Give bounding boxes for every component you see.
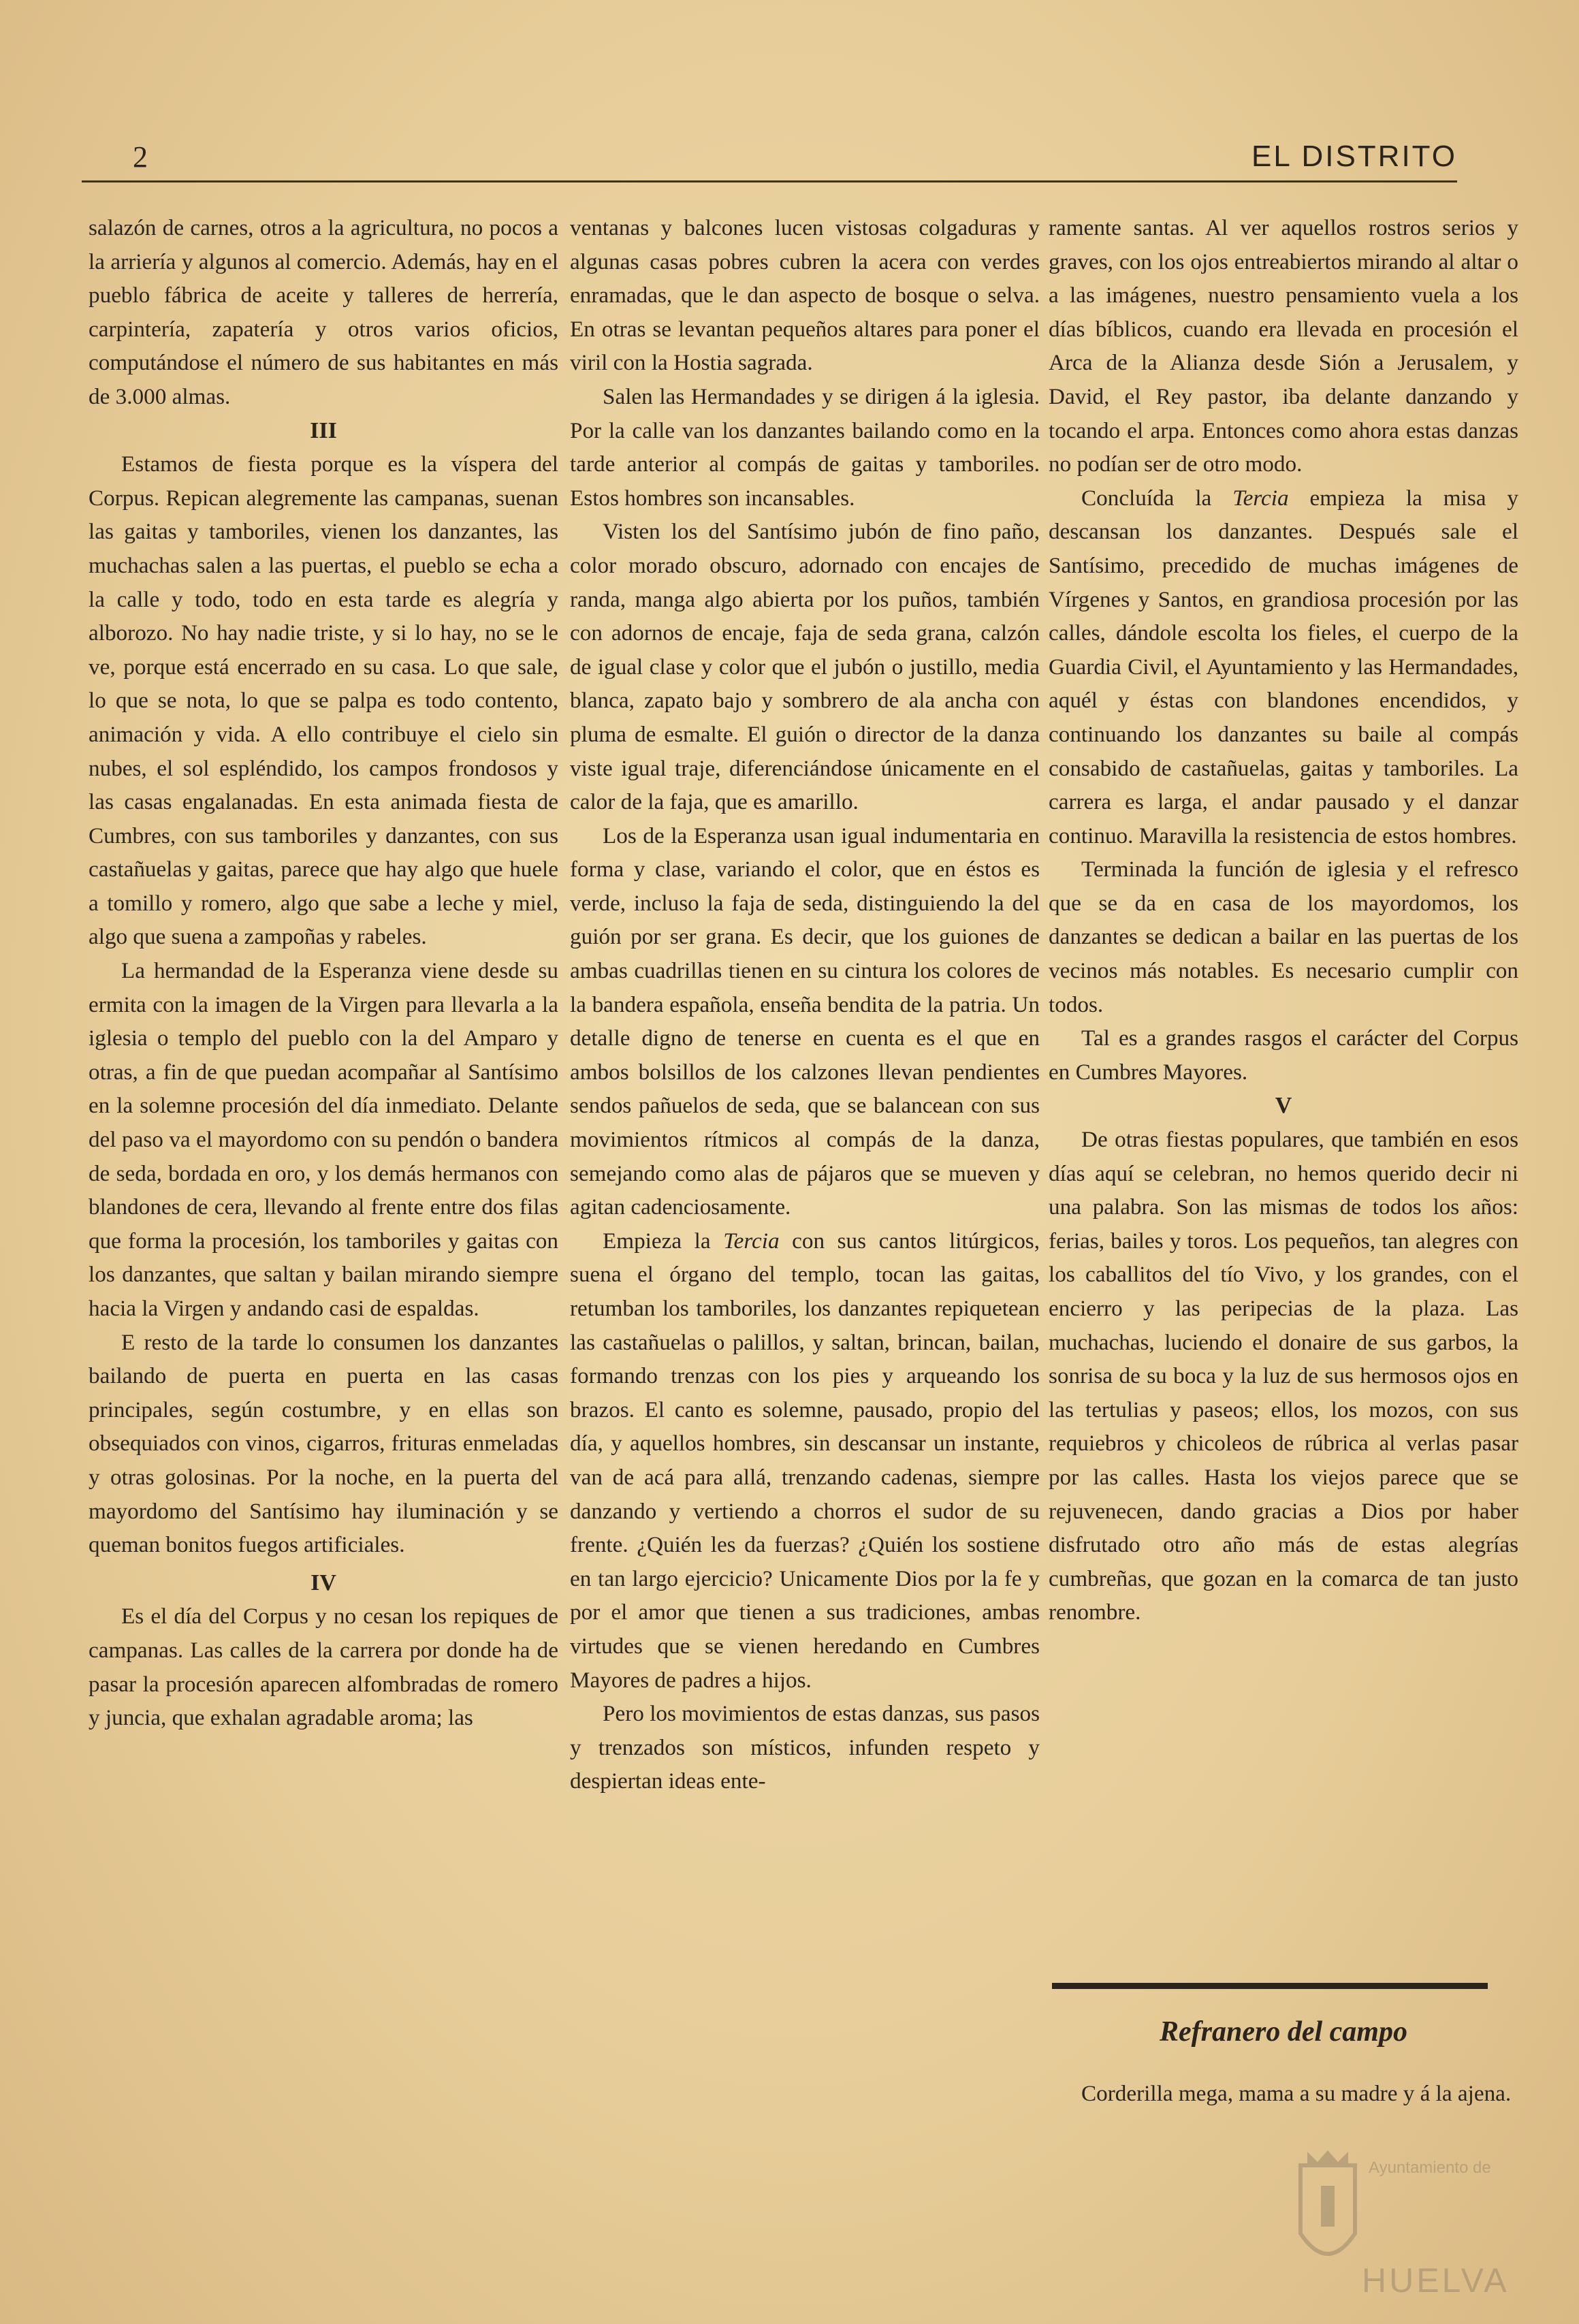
paragraph: Salen las Hermandades y se dirigen á la iglesia. Por la calle van los danzantes bailando como en la tarde anterior al compás de gaitas y tamboriles. Estos hombres son incansables. — [570, 383, 1040, 511]
paragraph: Tal es a grandes rasgos el carácter del Corpus en Cumbres Mayores. — [1049, 1025, 1518, 1085]
page-number: 2 — [133, 140, 148, 174]
column-2 — [570, 211, 1040, 1798]
paragraph: Corderilla mega, mama a su madre y á la ajena. — [1081, 2081, 1512, 2106]
paragraph: La hermandad de la Esperanza viene desde su ermita con la imagen de la Virgen para llevarla a la iglesia o templo del pueblo con la del Amparo y otras, a fin de que puedan acompañar al Santísimo en la solemne procesión del día inmediato. Delante del paso va el mayordomo con su pendón o bandera de seda, bordada en oro, y los demás hermanos con blandones de cera, llevando al frente entre dos filas que forma la procesión, los tamboriles y gaitas con los danzantes, que saltan y bailan mirando siempre hacia la Virgen y andando casi de espaldas. — [89, 958, 558, 1321]
paragraph — [570, 1224, 1040, 1697]
paragraph: salazón de carnes, otros a la agricultura, no pocos a la arriería y algunos al comercio. Además, hay en el pueblo fábrica de aceite y talleres de herrería, carpintería, zapatería y otros varios oficios, computándose el número de sus habitantes en más de 3.000 almas. — [89, 215, 558, 409]
coat-of-arms-icon — [1294, 2145, 1362, 2281]
section-heading-iv: IV — [310, 1570, 336, 1595]
section-heading-v: V — [1275, 1093, 1292, 1119]
text-run: Concluída la — [1081, 485, 1233, 511]
column-3 — [1049, 211, 1518, 1629]
paragraph: Pero los movimientos de estas danzas, sus pasos y trenzados son místicos, infunden respeto y despiertan ideas ente- — [570, 1701, 1040, 1794]
paragraph: E resto de la tarde lo consumen los danzantes bailando de puerta en puerta en las casas principales, según costumbre, y en ellas son obsequiados con vinos, cigarros, frituras enmeladas y otras golosinas. Por la noche, en la puerta del mayordomo del Santísimo hay iluminación y se queman bonitos fuegos artificiales. — [89, 1329, 558, 1558]
paragraph: Estamos de fiesta porque es la víspera del Corpus. Repican alegremente las campanas, suenan las gaitas y tamboriles, vienen los danzantes, las muchachas salen a las puertas, el pueblo se echa a la calle y todo, todo en esta tarde es alegría y alborozo. No hay nadie triste, y si lo hay, no se le ve, porque está encerrado en su casa. Lo que sale, lo que se nota, lo que se palpa es todo contento, animación y vida. A ello contribuye el cielo sin nubes, el sol espléndido, los campos frondosos y las casas engalanadas. En esta animada fiesta de Cumbres, con sus tamboriles y danzantes, con sus castañuelas y gaitas, parece que hay algo que huele a tomillo y romero, algo que sabe a leche y miel, algo que suena a zampoñas y rabeles. — [89, 451, 558, 950]
paragraph: Es el día del Corpus y no cesan los repiques de campanas. Las calles de la carrera por donde ha de pasar la procesión aparecen alfombradas de romero y juncia, que exhalan agradable aroma; las — [89, 1604, 558, 1731]
paragraph: Visten los del Santísimo jubón de fino paño, color morado obscuro, adornado con encajes de randa, manga algo abierta por los puños, también con adornos de encaje, faja de seda grana, calzón de igual clase y color que el jubón o justillo, media blanca, zapato bajo y sombrero de ala ancha con pluma de esmalte. El guión o director de la danza viste igual traje, diferenciándose únicamente en el calor de la faja, que es amarillo. — [570, 519, 1040, 815]
section-divider — [1052, 1983, 1488, 1989]
paragraph: De otras fiestas populares, que también en esos días aquí se celebran, no hemos querido decir ni una palabra. Son las mismas de todos los años: ferias, bailes y toros. Los pequeños, tan alegres con los caballitos del tío Vivo, y los grandes, con el encierro y las peripecias de la plaza. Las muchachas, luciendo el donaire de sus garbos, la sonrisa de su boca y la luz de sus hermosos ojos en las tertulias y paseos; ellos, los mozos, con sus requiebros y chicoleos de rúbrica al verlas pasar por las calles. Hasta los viejos parece que se rejuvenecen, dando gracias a Dios por haber disfrutado otro año más de estas alegrías cumbreñas, que gozan en la comarca de tan justo renombre. — [1049, 1127, 1518, 1625]
text-run: Empieza la — [603, 1228, 724, 1254]
archive-watermark — [1294, 2145, 1539, 2302]
section-heading-iii: III — [310, 417, 337, 443]
page-header — [82, 140, 1457, 182]
text-run: empieza la misa y descansan los danzantes. Después sale el Santísimo, precedido de muchas imágenes de Vírgenes y Santos, en grandiosa procesión por las calles, dándole escolta los fieles, el cuerpo de la Guardia Civil, el Ayuntamiento y las Hermandades, aquél y éstas con blandones encendidos, y continuando los danzantes su baile al compás consabido de castañuelas, gaitas y tamboriles. La carrera es larga, el andar pausado y el danzar continuo. Maravilla la resistencia de estos hombres. — [1049, 485, 1518, 848]
paragraph: Terminada la función de iglesia y el refresco que se da en casa de los mayordomos, los danzantes se dedican a bailar en las puertas de los vecinos más notables. Es necesario cumplir con todos. — [1049, 857, 1518, 1017]
italic-term: Tercia — [1232, 485, 1289, 511]
watermark-city: HUELVA — [1362, 2261, 1510, 2299]
watermark-caption: Ayuntamiento de — [1369, 2159, 1491, 2177]
paragraph: ramente santas. Al ver aquellos rostros serios y graves, con los ojos entreabiertos mirando al altar o a las imágenes, nuestro pensamiento vuela a los días bíblicos, cuando era llevada en procesión el Arca de la Alianza desde Sión a Jerusalem, y David, el Rey pastor, iba delante danzando y tocando el arpa. Entonces como ahora estas danzas no podían ser de otro modo. — [1049, 215, 1518, 477]
column-1 — [89, 211, 558, 1735]
text-run: con sus cantos litúrgicos, suena el órgano del templo, tocan las gaitas, retumban los tamboriles, los danzantes repiquetean las castañuelas o palillos, y saltan, brincan, bailan, formando trenzas con los pies y arqueando los brazos. El canto es solemne, pausado, propio del día, y aquellos hombres, sin descansar un instante, van de acá para allá, trenzando cadenas, siempre danzando y vertiendo a chorros el sudor de su frente. ¿Quién les da fuerzas? ¿Quién los sostiene en tan largo ejercicio? Unicamente Dios por la fe y por el amor que tienen a sus tradiciones, ambas virtudes que se vienen heredando en Cumbres Mayores de padres a hijos. — [570, 1228, 1040, 1693]
paragraph: ventanas y balcones lucen vistosas colgaduras y algunas casas pobres cubren la acera con verdes enramadas, que le dan aspecto de bosque o selva. En otras se levantan pequeños altares para poner el viril con la Hostia sagrada. — [570, 215, 1040, 376]
paragraph: Los de la Esperanza usan igual indumentaria en forma y clase, variando el color, que en éstos es verde, incluso la faja de seda, distinguiendo la del guión por ser grana. Es decir, que los guiones de ambas cuadrillas tienen en su cintura los colores de la bandera española, enseña bendita de la patria. Un detalle digno de tenerse en cuenta es el que en ambos bolsillos de los calzones llevan pendientes sendos pañuelos de seda, que se balancean con sus movimientos rítmicos al compás de la danza, semejando como alas de pájaros que se mueven y agitan cadenciosamente. — [570, 823, 1040, 1220]
italic-term: Tercia — [723, 1228, 780, 1254]
refranero-body — [1049, 2077, 1518, 2111]
refranero-title: Refranero del campo — [1160, 2016, 1407, 2048]
newspaper-title: EL DISTRITO — [1251, 140, 1457, 173]
paragraph — [1049, 481, 1518, 853]
